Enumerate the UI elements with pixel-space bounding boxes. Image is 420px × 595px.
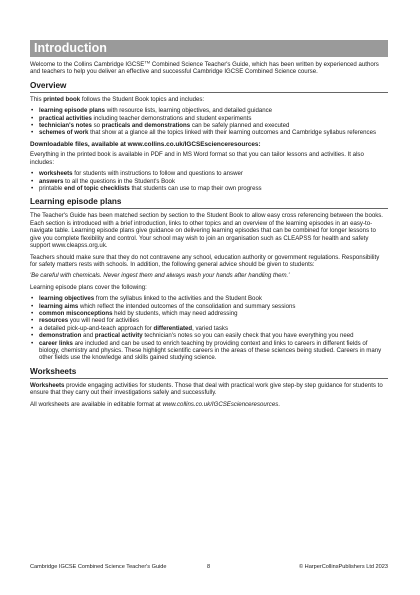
overview-list xyxy=(30,107,388,137)
item-bold: learning episode plans xyxy=(39,107,106,115)
list-item xyxy=(30,340,388,362)
page-footer xyxy=(30,564,388,571)
item-bold: learning objectives xyxy=(39,295,95,303)
list-item xyxy=(30,295,388,302)
list-item xyxy=(30,310,388,317)
banner-title: Introduction xyxy=(34,41,107,55)
section-banner xyxy=(30,40,388,57)
overview-heading: Overview xyxy=(30,81,388,93)
item-text: you will need for activities xyxy=(68,317,139,325)
downloadable-list xyxy=(30,170,388,192)
intro-text-a: Welcome to the Collins Cambridge IGCSE xyxy=(30,61,145,68)
downloadable-lead: Everything in the printed book is available in PDF and in MS Word format so that you can tailor lessons and activities. It also includes: xyxy=(30,151,364,166)
item-text: for students with instructions to follow and questions to answer xyxy=(72,170,243,178)
item-text: can be safely planned and executed xyxy=(190,122,290,130)
item-text: so xyxy=(91,122,102,130)
item-bold: practical activity xyxy=(94,332,143,340)
item-text: technician's notes so you can easily check that you have everything you need xyxy=(142,332,354,340)
resources-link[interactable]: www.collins.co.uk/IGCSEscienceresources xyxy=(162,400,279,408)
item-text: , varied tasks xyxy=(192,324,229,332)
quote-text: 'Be careful with chemicals. Never ingest them and always wash your hands after handling them.' xyxy=(30,272,290,280)
footer-book-title: Cambridge IGCSE Combined Science Teacher's Guide xyxy=(30,564,167,570)
episode-plans-paragraph: The Teacher's Guide has been matched section by section to the Student Book to allow easy cross referencing between the books. Each section is introduced with a brief introduction, links to other topics and an overview of the learning episodes in an easy-to-navigate table. Learning episode plans give guidance on delivering learning episodes that can be combined for longer lessons to give you complete flexibility and control. Your school may wish to join an organisation such as CLEAPSS for health and safety support www.cleapss.org.uk. xyxy=(30,212,384,250)
page-number: 8 xyxy=(207,564,211,570)
overview-lead-c: follows the Student Book topics and includes: xyxy=(80,95,205,103)
item-bold: answers xyxy=(39,177,64,185)
episode-plans-heading: Learning episode plans xyxy=(30,197,388,209)
item-text: including teacher demonstrations and student experiments xyxy=(91,114,252,122)
list-item xyxy=(30,178,388,185)
intro-paragraph xyxy=(30,61,388,76)
list-item xyxy=(30,303,388,310)
regulations-paragraph: Teachers should make sure that they do not contravene any school, education authority or government regulations. Responsibility for safety matters rests with schools. In addition, the following general advice should be given to students: xyxy=(30,253,380,268)
item-bold: practical activities xyxy=(39,114,92,122)
cover-lead: Learning episode plans cover the following: xyxy=(30,283,147,291)
safety-quote xyxy=(30,272,388,279)
item-text: from the syllabus linked to the activities and the Student Book xyxy=(94,295,262,303)
item-bold: end of topic checklists xyxy=(64,185,130,193)
worksheets-text: provide engaging activities for students. Those that deal with practical work give step-by step guidance for students to ensure that they carry out their investigations safely and successfully. xyxy=(30,381,383,397)
overview-lead-b: printed book xyxy=(43,95,81,103)
item-bold: career links xyxy=(39,339,73,347)
intro-text-b: Combined Science Teacher's Guide, which has been written by experienced authors and teachers to help you deliver an effective and successful Cambridge IGCSE Combined Science course. xyxy=(30,61,379,76)
worksheets-heading: Worksheets xyxy=(30,367,388,379)
list-item xyxy=(30,122,388,129)
overview-lead xyxy=(30,96,388,103)
item-text: that show at a glance all the topics linked with their learning outcomes and Cambridge syllabus references xyxy=(88,129,377,137)
availability-end: . xyxy=(278,400,280,408)
list-item xyxy=(30,317,388,324)
item-bold: common misconceptions xyxy=(39,309,113,317)
item-text: to all the questions in the Student's Book xyxy=(63,177,175,185)
downloadable-heading: Downloadable files, available at www.collins.co.uk/IGCSEscienceresources: xyxy=(30,140,261,148)
item-text: and xyxy=(81,332,95,340)
list-item xyxy=(30,185,388,192)
item-text: held by students, which may need addressing xyxy=(112,309,238,317)
item-bold: resources xyxy=(39,317,69,325)
item-bold: worksheets xyxy=(39,170,73,178)
item-text: with resource lists, learning objectives, and detailed guidance xyxy=(105,107,273,115)
worksheets-paragraph xyxy=(30,382,388,397)
availability-text: All worksheets are available in editable format at xyxy=(30,400,163,408)
episode-plans-list xyxy=(30,295,388,362)
item-text: that students can use to map their own progress xyxy=(129,185,262,193)
list-item xyxy=(30,332,388,339)
footer-copyright: © HarperCollinsPublishers Ltd 2023 xyxy=(298,564,388,570)
list-item xyxy=(30,115,388,122)
worksheets-bold: Worksheets xyxy=(30,381,65,389)
list-item xyxy=(30,170,388,177)
item-bold: schemes of work xyxy=(39,129,89,137)
overview-lead-a: This xyxy=(30,95,44,103)
list-item xyxy=(30,325,388,332)
item-text: which reflect the intended outcomes of the consolidation and summary sessions xyxy=(78,302,296,310)
worksheets-availability xyxy=(30,401,388,408)
list-item xyxy=(30,107,388,114)
list-item xyxy=(30,129,388,136)
item-text: printable xyxy=(39,185,65,193)
item-text: a detailed pick-up-and-teach approach for xyxy=(39,324,154,332)
item-bold: demonstration xyxy=(39,332,82,340)
item-bold: practicals and demonstrations xyxy=(101,122,191,130)
trademark: TM xyxy=(144,59,151,65)
item-bold: learning aims xyxy=(39,302,79,310)
item-bold: technician's notes xyxy=(39,122,92,130)
item-bold: differentiated xyxy=(153,324,193,332)
item-text: are included and can be used to enrich teaching by providing context and links to careers in different fields of biology, chemistry and physics. These highlight scientific careers in the areas of these sciences being studied. Careers in many other fields use the knowledge and skills gained studying science. xyxy=(39,339,382,362)
